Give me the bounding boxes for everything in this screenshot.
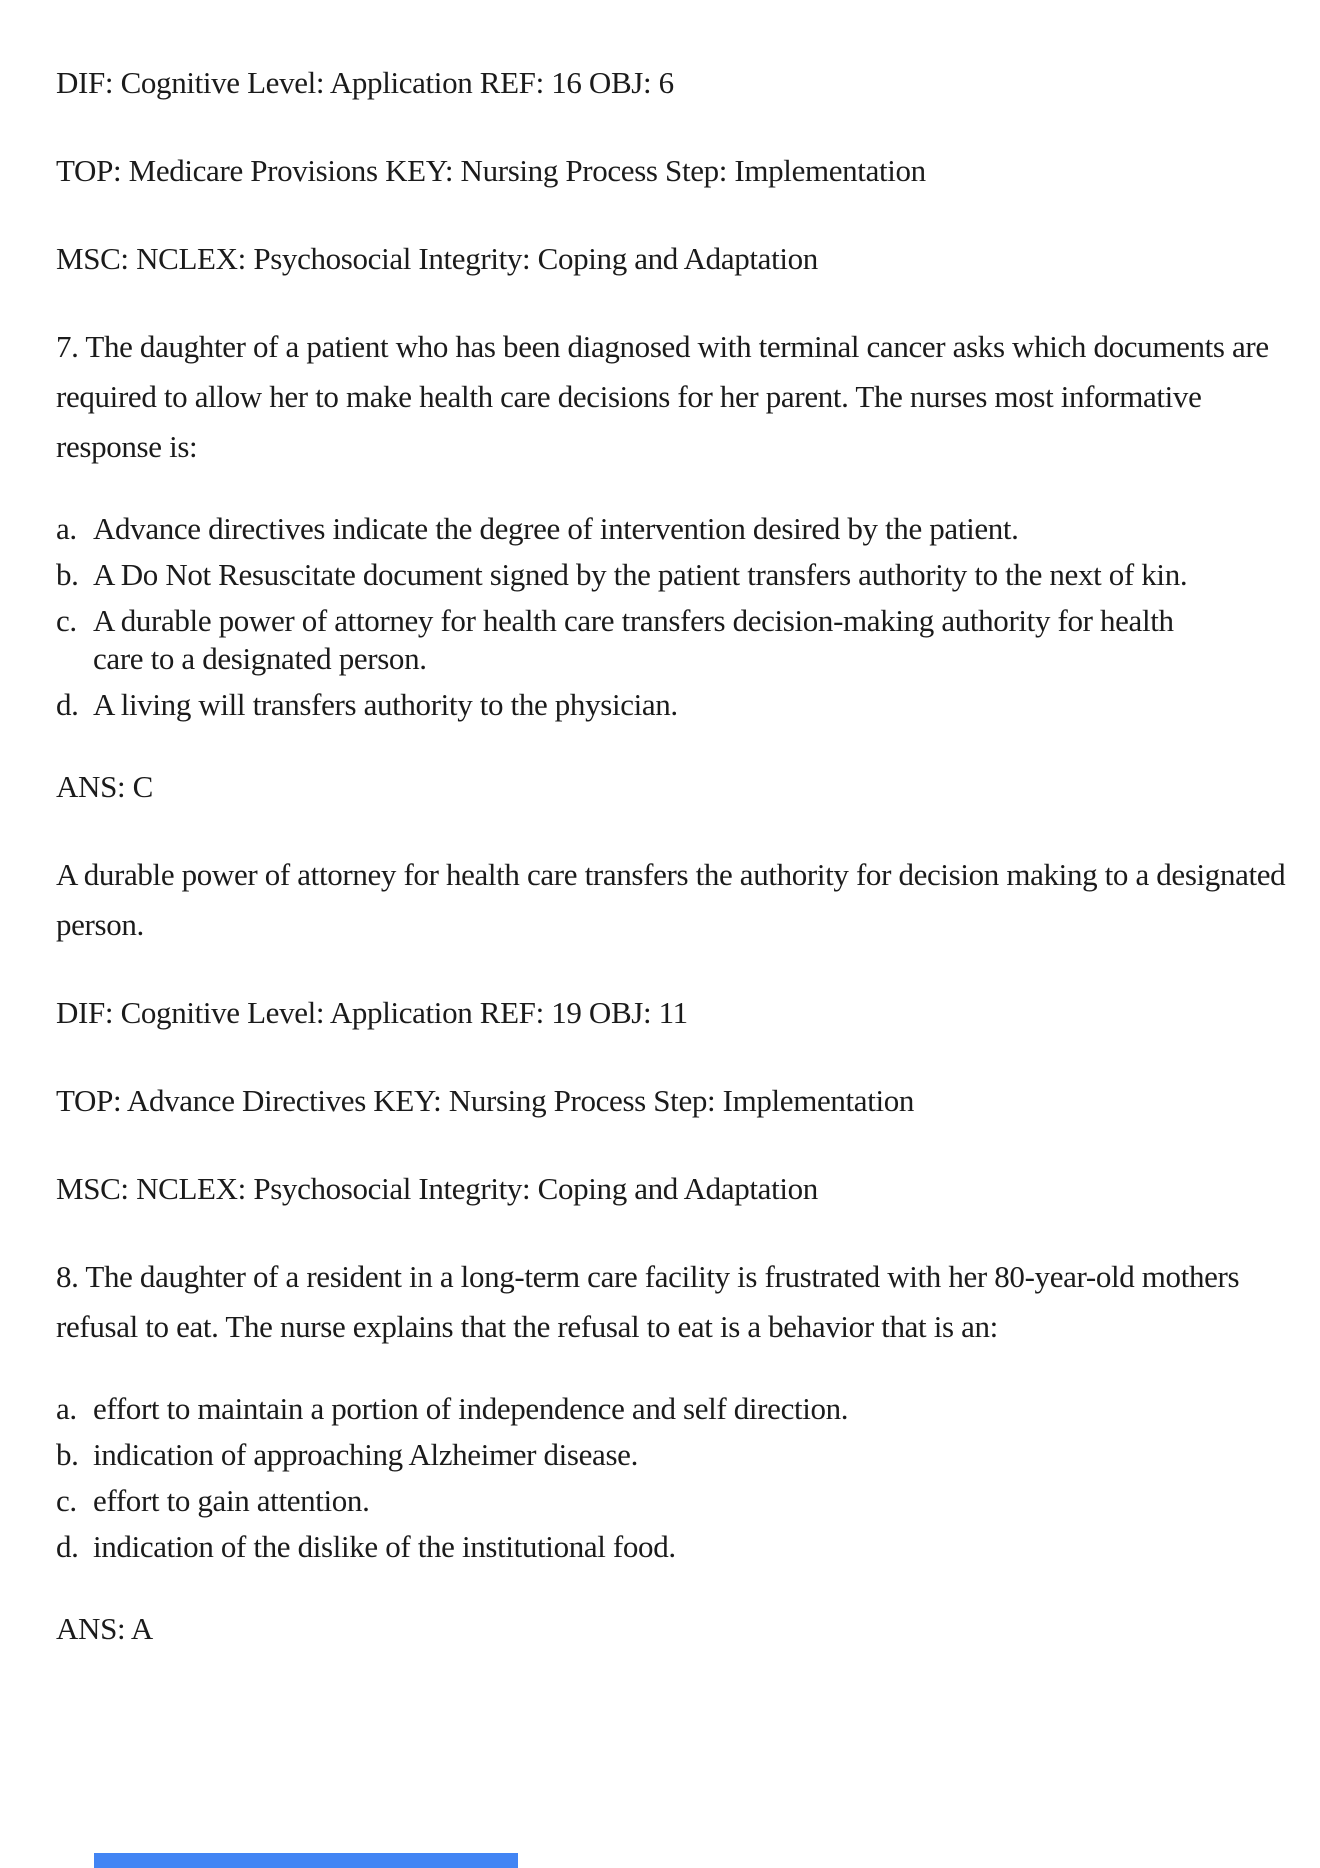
option-text: indication of approaching Alzheimer disease. (93, 1437, 638, 1472)
meta-dif-line: DIF: Cognitive Level: Application REF: 16 OBJ: 6 (56, 65, 674, 100)
option-text: A durable power of attorney for health care transfers decision-making authority for health care to a designated person. (93, 603, 1174, 676)
question-7-meta-dif-line: DIF: Cognitive Level: Application REF: 19 OBJ: 11 (56, 995, 688, 1030)
question-7-rationale: A durable power of attorney for health care transfers the authority for decision making to a designated person. (56, 857, 1286, 942)
question-7-meta-top-line: TOP: Advance Directives KEY: Nursing Process Step: Implementation (56, 1083, 915, 1118)
option-row-a (56, 1390, 1312, 1428)
question-7-stem: 7. The daughter of a patient who has been diagnosed with terminal cancer asks which documents are required to allow her to make health care decisions for her parent. The nurses most informative response is: (56, 329, 1269, 464)
question-8-options (56, 1390, 1312, 1566)
option-row-c (56, 1482, 1312, 1520)
question-7-meta-msc-line: MSC: NCLEX: Psychosocial Integrity: Coping and Adaptation (56, 1171, 818, 1206)
option-row-b (56, 556, 1312, 594)
meta-top-line: TOP: Medicare Provisions KEY: Nursing Process Step: Implementation (56, 153, 926, 188)
option-text: effort to maintain a portion of independence and self direction. (93, 1391, 849, 1426)
option-text: A living will transfers authority to the physician. (93, 687, 678, 722)
option-letter: d. (56, 687, 79, 722)
option-text: effort to gain attention. (93, 1483, 370, 1518)
option-row-a (56, 510, 1312, 548)
option-letter: c. (56, 603, 77, 638)
option-row-d (56, 1528, 1312, 1566)
bottom-highlight-bar (94, 1853, 518, 1868)
option-text: A Do Not Resuscitate document signed by the patient transfers authority to the next of kin. (93, 557, 1188, 592)
option-row-c (56, 602, 1312, 678)
question-7-options (56, 510, 1312, 724)
option-text: indication of the dislike of the institutional food. (93, 1529, 676, 1564)
meta-msc-line: MSC: NCLEX: Psychosocial Integrity: Coping and Adaptation (56, 241, 818, 276)
question-8-stem: 8. The daughter of a resident in a long-term care facility is frustrated with her 80-year-old mothers refusal to eat. The nurse explains that the refusal to eat is a behavior that is an: (56, 1259, 1240, 1344)
option-row-b (56, 1436, 1312, 1474)
option-letter: d. (56, 1529, 79, 1564)
option-letter: b. (56, 1437, 79, 1472)
option-row-d (56, 686, 1312, 724)
document-page (56, 58, 1312, 1692)
option-letter: b. (56, 557, 79, 592)
question-7-answer: ANS: C (56, 769, 153, 804)
option-letter: a. (56, 1391, 77, 1426)
option-text: Advance directives indicate the degree of intervention desired by the patient. (93, 511, 1019, 546)
question-8-answer: ANS: A (56, 1611, 153, 1646)
option-letter: c. (56, 1483, 77, 1518)
option-letter: a. (56, 511, 77, 546)
